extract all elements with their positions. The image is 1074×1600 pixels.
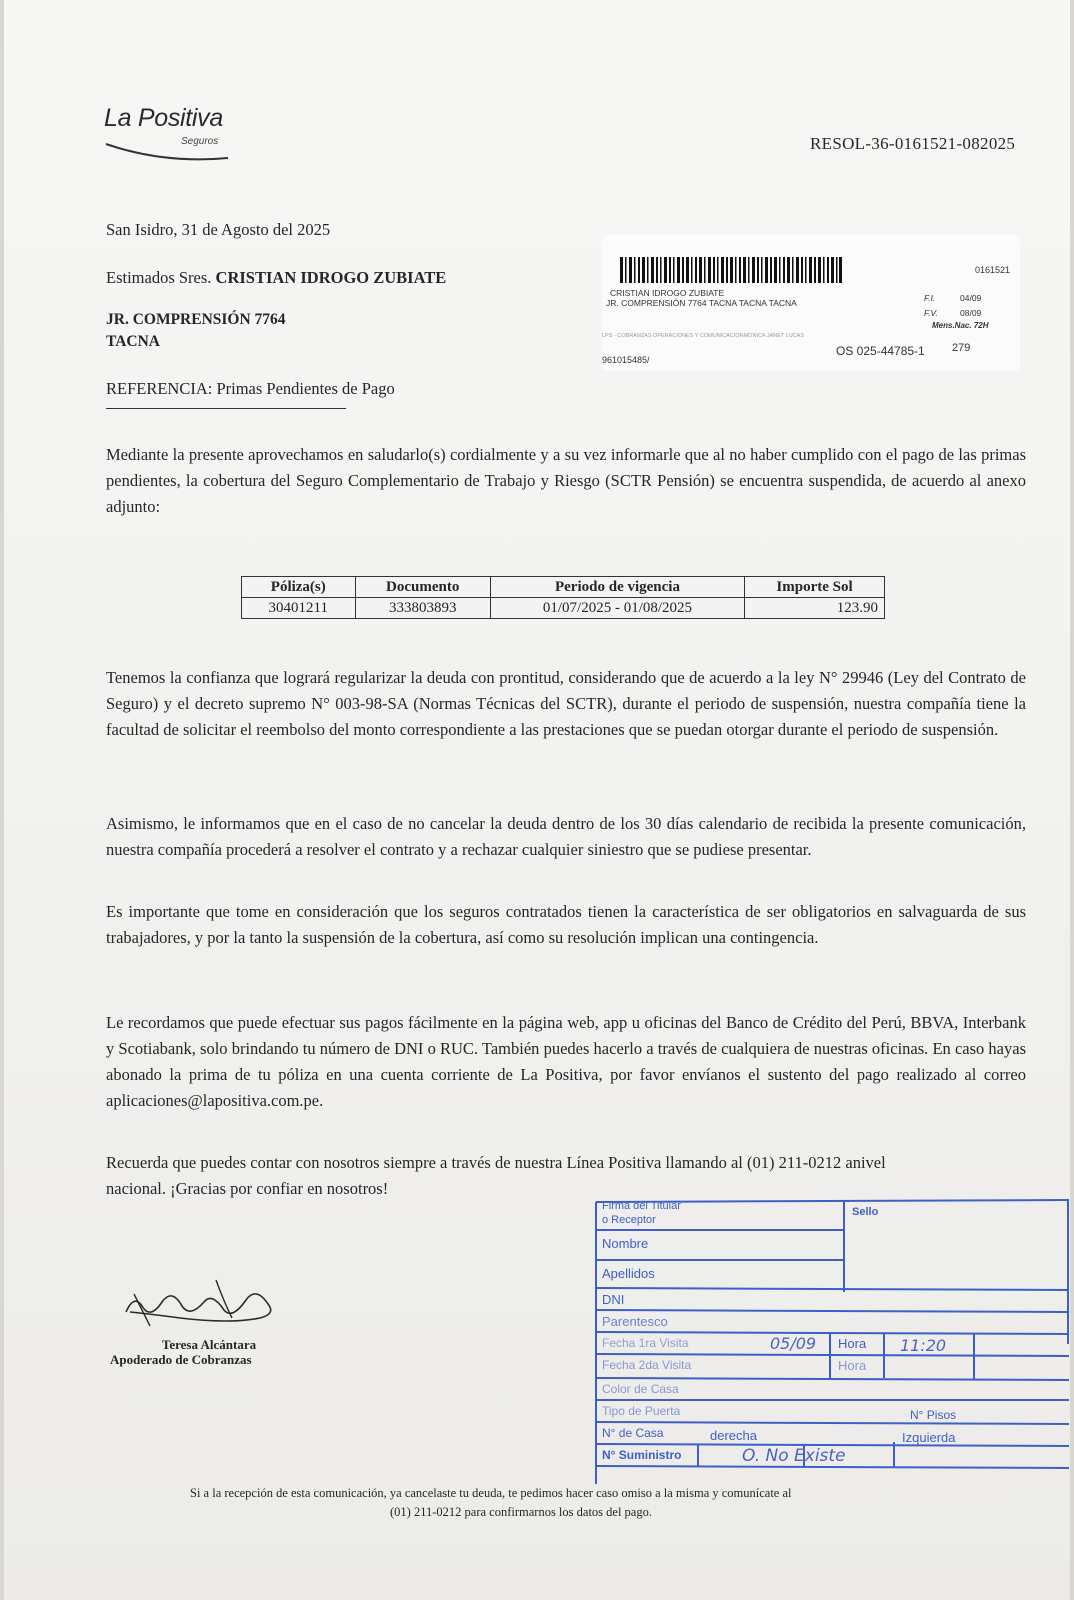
table-header: Documento	[355, 577, 490, 598]
paragraph-6a: Recuerda que puedes contar con nosotros siempre a través de nuestra Línea Positiva llamando al (01) 211-0212 anivel	[106, 1153, 886, 1172]
table-cell: 30401211	[242, 598, 356, 619]
stamp-receptor: o Receptor	[602, 1214, 656, 1226]
address-line-2: TACNA	[106, 333, 160, 350]
stamp-hora-value: 11:20	[900, 1336, 947, 1355]
letter-date: San Isidro, 31 de Agosto del 2025	[106, 220, 331, 239]
stamp-casa: N° de Casa	[602, 1426, 664, 1440]
label-os: OS 025-44785-1	[836, 344, 925, 358]
logo-swoosh-icon	[104, 142, 234, 162]
stamp-fecha1-value: 05/09	[770, 1334, 817, 1353]
signer-name: Teresa Alcántara	[161, 1337, 257, 1352]
stamp-nombre: Nombre	[602, 1236, 649, 1251]
stamp-firma: Firma del Titular	[602, 1200, 681, 1212]
resolution-number: RESOL-36-0161521-082025	[810, 134, 1016, 153]
label-fv-value: 08/09	[960, 308, 982, 318]
table-cell: 123.90	[745, 598, 885, 619]
signature-icon	[120, 1272, 290, 1336]
policy-table	[241, 576, 885, 619]
label-fi: F.I.	[924, 293, 936, 303]
paragraph-3: Asimismo, le informamos que en el caso de no cancelar la deuda dentro de los 30 días calendario de recibida la presente comunicación, nuestra compañía procederá a resolver el contrato y a rechazar cualquier siniestro que se pudiese presentar.	[106, 814, 1026, 859]
label-num: 279	[952, 342, 971, 354]
letter-page	[4, 0, 1070, 1600]
reference: REFERENCIA: Primas Pendientes de Pago	[106, 379, 395, 398]
paragraph-6b: nacional. ¡Gracias por confiar en nosotros!	[106, 1179, 389, 1198]
label-fv: F.V.	[924, 308, 938, 318]
stamp-suministro-value: O. No Existe	[742, 1446, 846, 1466]
greeting	[106, 268, 446, 288]
address-line-1: JR. COMPRENSIÓN 7764	[106, 311, 286, 328]
label-address: JR. COMPRENSIÓN 7764 TACNA TACNA TACNA	[606, 298, 797, 308]
table-header: Periodo de vigencia	[490, 577, 744, 598]
stamp-hora: Hora	[838, 1336, 867, 1351]
table-header-row	[242, 577, 885, 598]
stamp-izquierda: Izquierda	[902, 1430, 956, 1445]
stamp-parentesco: Parentesco	[602, 1314, 668, 1329]
greeting-prefix: Estimados Sres.	[106, 268, 212, 287]
paragraph-5: Le recordamos que puede efectuar sus pagos fácilmente en la página web, app u oficinas del Banco de Crédito del Perú, BBVA, Interbank y Scotiabank, solo brindando tu número de DNI o RUC. También puedes hacerlo a través de cualquiera de nuestras oficinas. En caso hayas abonado la prima de tu póliza en una cuenta corriente de La Positiva, por favor envíanos el sustento del pago realizado al correo aplicaciones@lapositiva.com.pe.	[106, 1013, 1026, 1110]
signer-role: Apoderado de Cobranzas	[110, 1352, 252, 1367]
paragraph-2: Tenemos la confianza que logrará regularizar la deuda con prontitud, considerando que de acuerdo a la ley N° 29946 (Ley del Contrato de Seguro) y el decreto supremo N° 003-98-SA (Normas Técnicas del SCTR), durante el periodo de suspensión, nuestra compañía tiene la facultad de solicitar el reembolso del monto correspondiente a las prestaciones que se puedan otorgar durante el periodo de suspensión.	[106, 668, 1026, 739]
label-route: LPS - COBRANZAS OPERACIONES Y COMUNICACIONMONICA JANET LUCAS	[602, 333, 805, 339]
paragraph-1: Mediante la presente aprovechamos en saludarlo(s) cordialmente y a su vez informarle que al no haber cumplido con el pago de las primas pendientes, la cobertura del Seguro Complementario de Trabajo y Riesgo (SCTR Pensión) se encuentra suspendida, de acuerdo al anexo adjunto:	[106, 445, 1026, 516]
table-row	[242, 598, 885, 619]
stamp-pisos: N° Pisos	[910, 1408, 957, 1422]
label-code: 0161521	[974, 265, 1010, 275]
stamp-suministro: N° Suministro	[602, 1448, 682, 1462]
stamp-fecha1: Fecha 1ra Visita	[602, 1336, 689, 1350]
footer-line-1: Si a la recepción de esta comunicación, ya cancelaste tu deuda, te pedimos hacer caso omiso a la misma y comunícate al	[190, 1486, 792, 1500]
stamp-color: Color de Casa	[602, 1382, 679, 1396]
table-header: Importe Sol	[745, 577, 885, 598]
company-logo: La Positiva	[104, 104, 223, 132]
stamp-fecha2: Fecha 2da Visita	[602, 1358, 692, 1372]
label-mens: Mens.Nac. 72H	[932, 321, 989, 330]
table-cell: 01/07/2025 - 01/08/2025	[490, 598, 744, 619]
paragraph-4: Es importante que tome en consideración que los seguros contratados tienen la característica de ser obligatorios en salvaguarda de sus trabajadores, y por la tanto la suspensión de la cobertura, así como su resolución implican una contingencia.	[106, 902, 1026, 947]
stamp-dni: DNI	[602, 1292, 625, 1307]
table-cell: 333803893	[355, 598, 490, 619]
reference-underline	[106, 408, 346, 409]
stamp-tipo: Tipo de Puerta	[602, 1404, 681, 1418]
barcode-icon	[620, 257, 842, 283]
label-fi-value: 04/09	[960, 293, 982, 303]
footer-line-2: (01) 211-0212 para confirmarnos los datos del pago.	[390, 1505, 652, 1519]
stamp-apellidos: Apellidos	[602, 1266, 655, 1281]
delivery-stamp	[594, 1194, 1074, 1484]
recipient-name: CRISTIAN IDROGO ZUBIATE	[215, 268, 447, 287]
stamp-sello: Sello	[852, 1206, 879, 1218]
company-logo-sub: Seguros	[181, 136, 219, 147]
stamp-hora2: Hora	[838, 1358, 867, 1373]
label-name: CRISTIAN IDROGO ZUBIATE	[610, 288, 725, 298]
mailing-label	[602, 235, 1020, 371]
table-header: Póliza(s)	[242, 577, 356, 598]
stamp-derecha: derecha	[710, 1428, 757, 1443]
label-phone: 961015485/	[602, 355, 650, 365]
